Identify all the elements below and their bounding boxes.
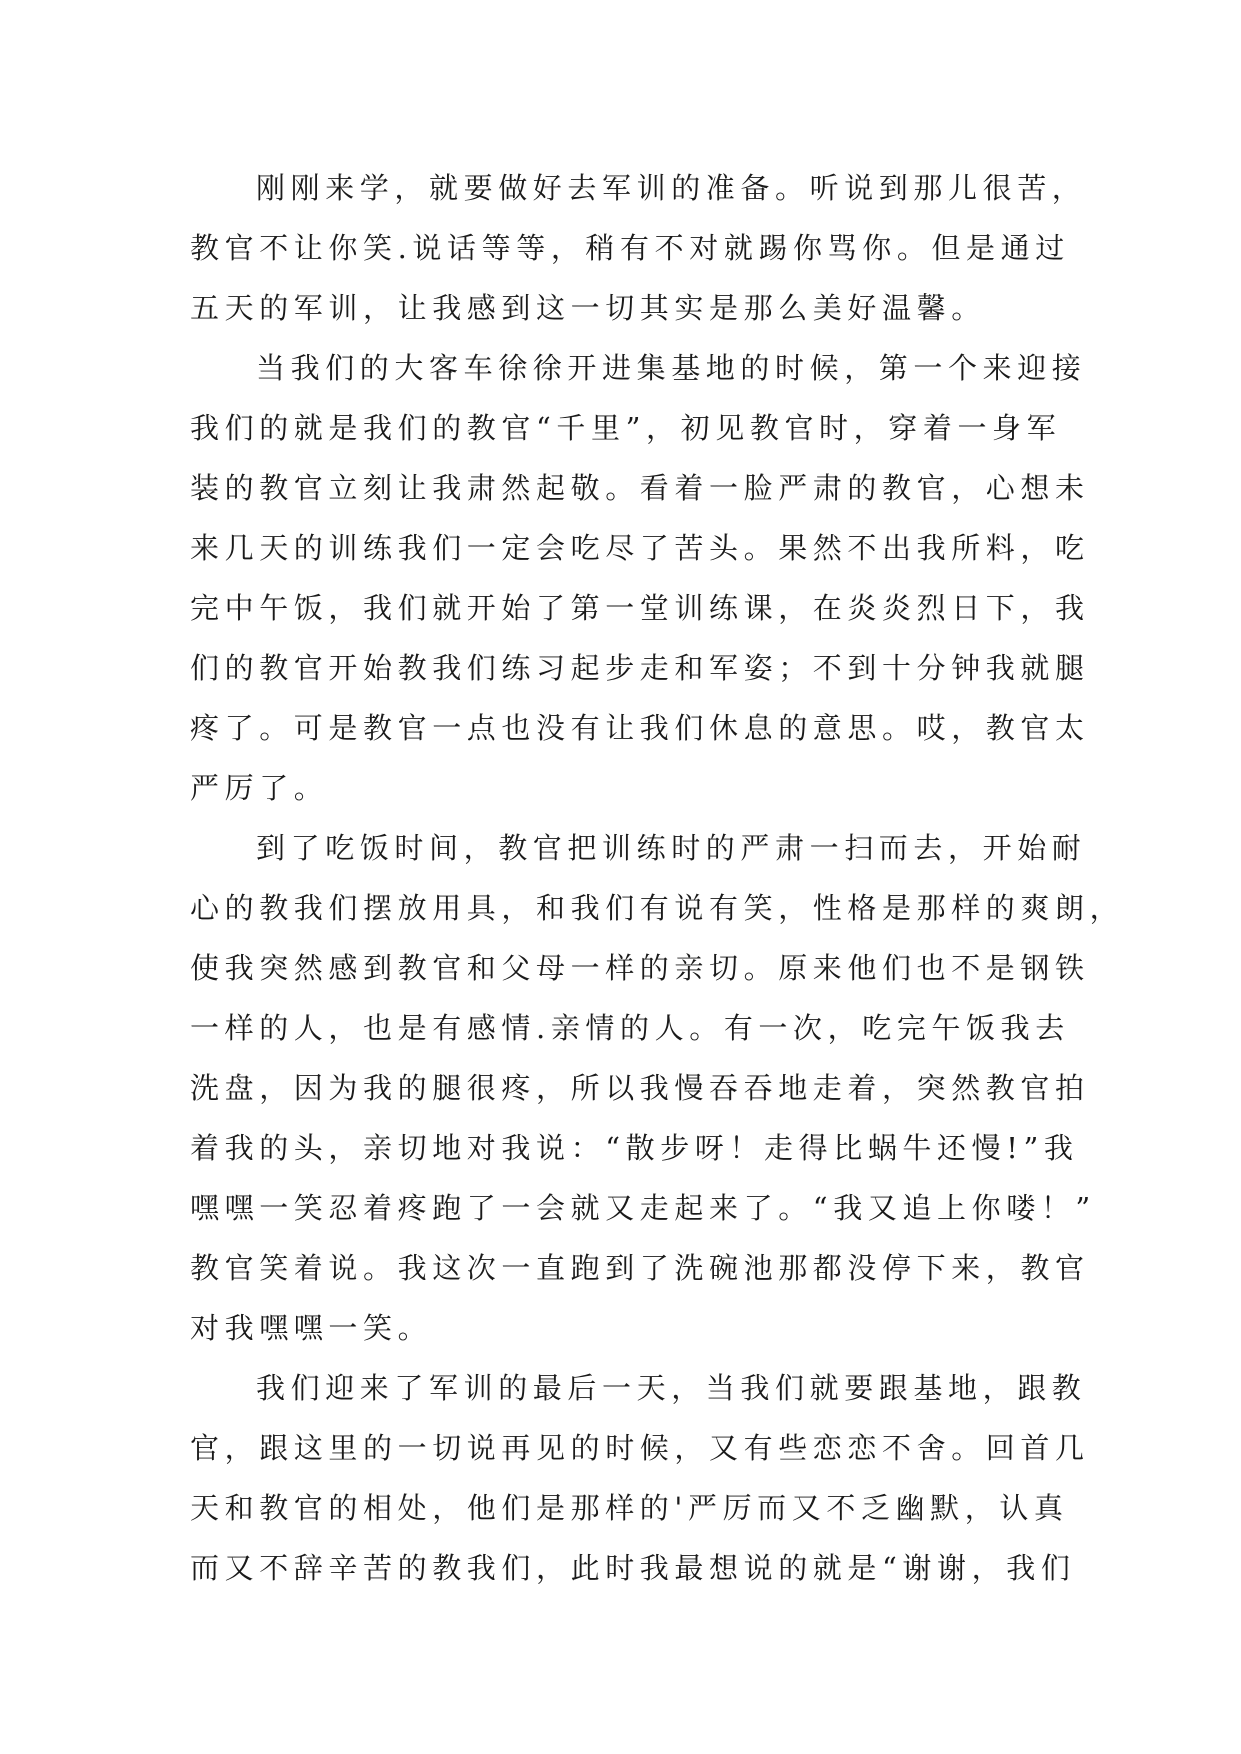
text-line: 着我的头，亲切地对我说：“散步呀！走得比蜗牛还慢!”我 — [190, 1131, 1079, 1165]
text-line: 嘿嘿一笑忍着疼跑了一会就又走起来了。“我又追上你喽！” — [190, 1191, 1096, 1225]
text-line: 来几天的训练我们一定会吃尽了苦头。果然不出我所料，吃 — [190, 531, 1090, 565]
text-line: 一样的人，也是有感情.亲情的人。有一次，吃完午饭我去 — [190, 1011, 1070, 1045]
text-line: 洗盘，因为我的腿很疼，所以我慢吞吞地走着，突然教官拍 — [190, 1071, 1090, 1105]
paragraph-3 — [190, 818, 1125, 1358]
text-line: 教官不让你笑.说话等等，稍有不对就踢你骂你。但是通过 — [190, 231, 1070, 265]
text-line: 我们的就是我们的教官“千里”，初见教官时，穿着一身军 — [190, 411, 1062, 445]
text-line: 我们迎来了军训的最后一天，当我们就要跟基地，跟教 — [256, 1371, 1087, 1405]
text-line: 教官笑着说。我这次一直跑到了洗碗池那都没停下来，教官 — [190, 1251, 1090, 1285]
text-line: 官，跟这里的一切说再见的时候，又有些恋恋不舍。回首几 — [190, 1431, 1090, 1465]
text-line: 严厉了。 — [190, 771, 329, 805]
text-line: 当我们的大客车徐徐开进集基地的时候，第一个来迎接 — [256, 351, 1087, 385]
paragraph-2 — [190, 338, 1090, 818]
text-line: 心的教我们摆放用具，和我们有说有笑，性格是那样的爽朗， — [190, 891, 1125, 925]
essay-body — [190, 158, 1125, 1598]
text-line: 使我突然感到教官和父母一样的亲切。原来他们也不是钢铁 — [190, 951, 1090, 985]
text-line: 对我嘿嘿一笑。 — [190, 1311, 433, 1345]
text-line: 而又不辞辛苦的教我们，此时我最想说的就是“谢谢，我们 — [190, 1551, 1076, 1585]
text-line: 疼了。可是教官一点也没有让我们休息的意思。哎，教官太 — [190, 711, 1090, 745]
text-line: 到了吃饭时间，教官把训练时的严肃一扫而去，开始耐 — [256, 831, 1087, 865]
paragraph-1 — [190, 158, 1087, 338]
text-line: 完中午饭，我们就开始了第一堂训练课，在炎炎烈日下，我 — [190, 591, 1090, 625]
text-line: 装的教官立刻让我肃然起敬。看着一脸严肃的教官，心想未 — [190, 471, 1090, 505]
text-line: 天和教官的相处，他们是那样的'严厉而又不乏幽默，认真 — [190, 1491, 1069, 1525]
text-line: 五天的军训，让我感到这一切其实是那么美好温馨。 — [190, 291, 986, 325]
text-line: 们的教官开始教我们练习起步走和军姿；不到十分钟我就腿 — [190, 651, 1090, 685]
text-line: 刚刚来学，就要做好去军训的准备。听说到那儿很苦， — [256, 171, 1087, 205]
paragraph-4 — [190, 1358, 1090, 1598]
